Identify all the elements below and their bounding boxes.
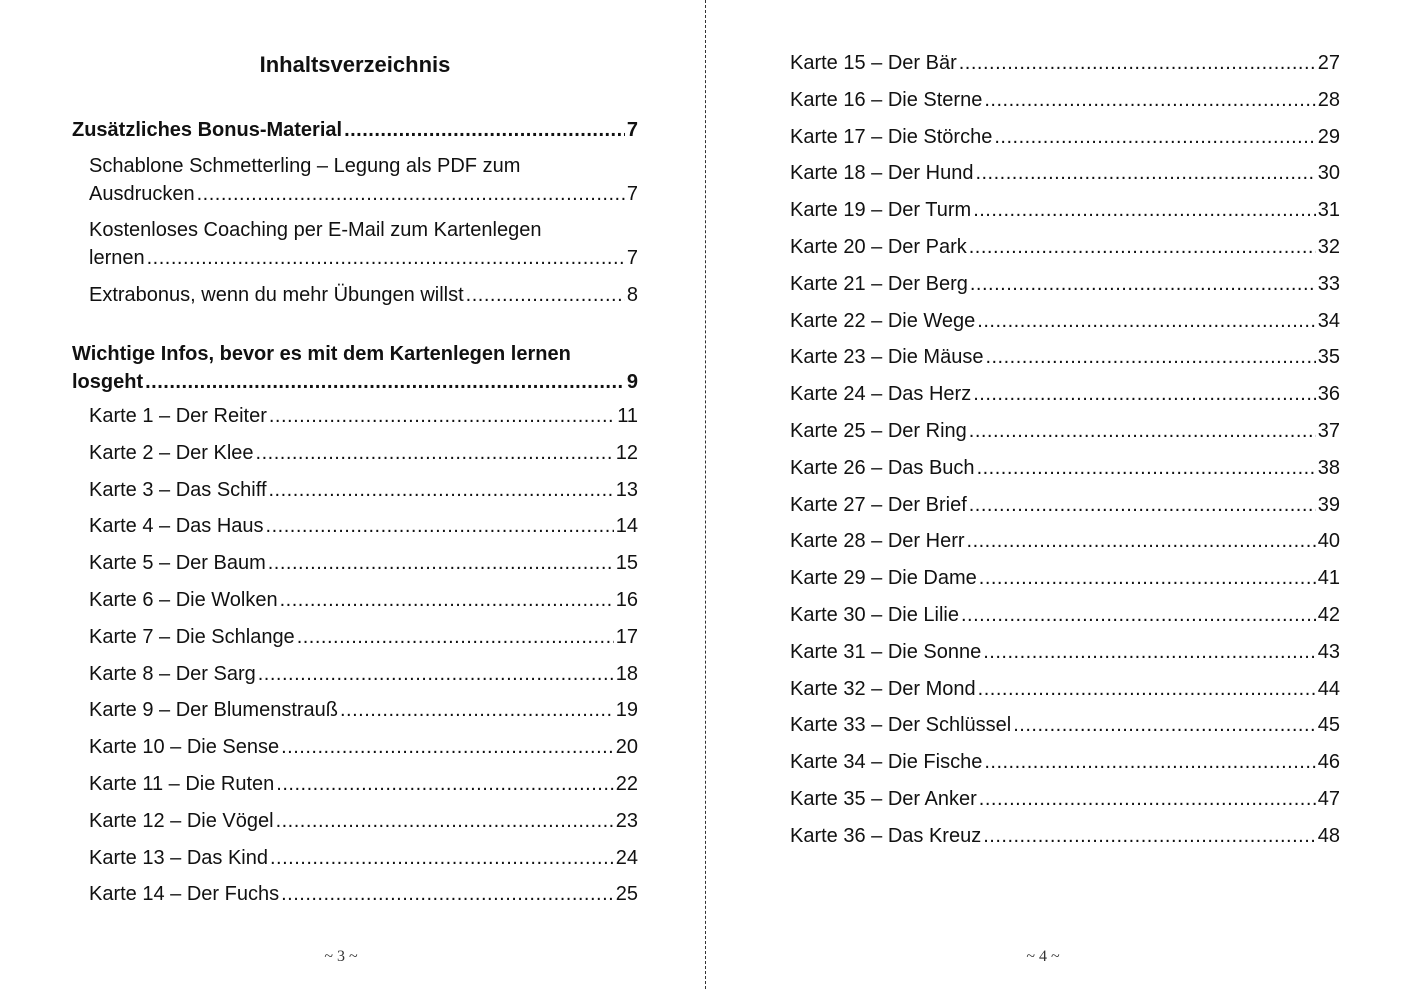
dot-leader bbox=[1013, 711, 1316, 739]
page-number: ~ 4 ~ bbox=[1026, 948, 1060, 965]
toc-page-number: 44 bbox=[1317, 677, 1340, 700]
toc-entry-card[interactable] bbox=[790, 196, 1340, 233]
toc-entry-label: Karte 34 – Die Fische bbox=[790, 751, 983, 774]
dot-leader bbox=[258, 660, 614, 688]
toc-entry-label: Karte 26 – Das Buch bbox=[790, 456, 975, 479]
toc-entry-label: Karte 3 – Das Schiff bbox=[89, 478, 267, 501]
toc-page-number: 16 bbox=[615, 588, 638, 611]
toc-page-number: 24 bbox=[615, 846, 638, 869]
toc-entry-label: Karte 22 – Die Wege bbox=[790, 309, 976, 332]
toc-page-number: 27 bbox=[1317, 52, 1340, 74]
dot-leader bbox=[145, 368, 625, 396]
right-page bbox=[707, 0, 1412, 989]
dot-leader bbox=[994, 123, 1315, 151]
dot-leader bbox=[979, 785, 1316, 813]
toc-entry-card[interactable] bbox=[790, 748, 1340, 785]
toc-entry-label: Karte 11 – Die Ruten bbox=[89, 772, 275, 795]
toc-entry-extrabonus[interactable] bbox=[72, 281, 638, 309]
toc-page-number: 31 bbox=[1317, 199, 1340, 222]
dot-leader bbox=[281, 880, 614, 908]
toc-entry-label: Karte 35 – Der Anker bbox=[790, 787, 977, 810]
toc-page-number: 37 bbox=[1317, 419, 1340, 442]
toc-page-number: 11 bbox=[617, 405, 638, 427]
toc-entry-label: Karte 5 – Der Baum bbox=[89, 552, 266, 575]
dot-leader bbox=[281, 733, 614, 761]
toc-entry-card[interactable] bbox=[790, 86, 1340, 123]
toc-page-number: 32 bbox=[1317, 235, 1340, 258]
toc-entry-label: Karte 17 – Die Störche bbox=[790, 125, 993, 148]
left-page bbox=[0, 0, 705, 989]
toc-page-number: 47 bbox=[1317, 787, 1340, 810]
toc-entry-card[interactable] bbox=[72, 733, 638, 770]
dot-leader bbox=[959, 49, 1316, 77]
toc-page-number: 20 bbox=[615, 736, 638, 759]
toc-entry-card[interactable] bbox=[72, 623, 638, 660]
dot-leader bbox=[979, 564, 1316, 592]
toc-left bbox=[72, 116, 638, 917]
dot-leader bbox=[969, 233, 1316, 261]
dot-leader bbox=[197, 180, 625, 208]
dot-leader bbox=[973, 380, 1316, 408]
toc-page-number: 40 bbox=[1317, 530, 1340, 553]
dot-leader bbox=[970, 270, 1316, 298]
toc-entry-label: Karte 19 – Der Turm bbox=[790, 199, 972, 222]
toc-page-number: 7 bbox=[626, 247, 638, 269]
dot-leader bbox=[975, 159, 1315, 187]
toc-entry-card[interactable] bbox=[790, 417, 1340, 454]
dot-leader bbox=[269, 476, 614, 504]
toc-entry-label: Karte 4 – Das Haus bbox=[89, 515, 264, 538]
toc-entry-card[interactable] bbox=[790, 491, 1340, 528]
toc-entry-card[interactable] bbox=[72, 844, 638, 881]
toc-entry-label: Karte 14 – Der Fuchs bbox=[89, 883, 280, 906]
dot-leader bbox=[297, 623, 614, 651]
toc-entry-label: Karte 10 – Die Sense bbox=[89, 736, 280, 759]
toc-entry-coaching[interactable] bbox=[72, 216, 638, 272]
toc-entry-card[interactable] bbox=[72, 512, 638, 549]
toc-entry-card[interactable] bbox=[790, 307, 1340, 344]
dot-leader bbox=[269, 402, 615, 430]
toc-entry-label: Karte 9 – Der Blumenstrauß bbox=[89, 699, 338, 722]
toc-entry-card[interactable] bbox=[790, 601, 1340, 638]
toc-page-number: 7 bbox=[626, 183, 638, 205]
dot-leader bbox=[984, 748, 1315, 776]
toc-entry-label-line1: Wichtige Infos, bevor es mit dem Kartenlegen lernen bbox=[72, 343, 571, 365]
toc-entry-card[interactable] bbox=[72, 439, 638, 476]
toc-entry-card[interactable] bbox=[790, 233, 1340, 270]
toc-entry-label: Karte 29 – Die Dame bbox=[790, 567, 977, 590]
toc-entry-card[interactable] bbox=[790, 785, 1340, 822]
toc-page-number: 9 bbox=[626, 371, 638, 393]
dot-leader bbox=[256, 439, 614, 467]
toc-page-number: 19 bbox=[615, 699, 638, 722]
toc-entry-label: Karte 16 – Die Sterne bbox=[790, 88, 983, 111]
toc-page-number: 15 bbox=[615, 552, 638, 575]
dot-leader bbox=[344, 116, 625, 144]
toc-page-number: 28 bbox=[1317, 88, 1340, 111]
toc-page-number: 8 bbox=[626, 284, 638, 306]
page-divider bbox=[705, 0, 706, 989]
toc-entry-card[interactable] bbox=[790, 638, 1340, 675]
toc-entry-label: Karte 7 – Die Schlange bbox=[89, 625, 295, 648]
toc-entry-card[interactable] bbox=[790, 527, 1340, 564]
dot-leader bbox=[973, 196, 1316, 224]
toc-page-number: 14 bbox=[615, 515, 638, 538]
toc-entry-label: Karte 21 – Der Berg bbox=[790, 272, 968, 295]
toc-page-number: 35 bbox=[1317, 346, 1340, 369]
toc-entry-card[interactable] bbox=[790, 343, 1340, 380]
dot-leader bbox=[270, 844, 614, 872]
dot-leader bbox=[466, 281, 625, 309]
toc-page-number: 39 bbox=[1317, 493, 1340, 516]
dot-leader bbox=[984, 86, 1315, 114]
dot-leader bbox=[340, 696, 614, 724]
toc-page-number: 36 bbox=[1317, 383, 1340, 406]
toc-page-number: 33 bbox=[1317, 272, 1340, 295]
toc-entry-label: Karte 6 – Die Wolken bbox=[89, 588, 278, 611]
toc-page-number: 30 bbox=[1317, 162, 1340, 185]
toc-entry-card[interactable] bbox=[72, 770, 638, 807]
dot-leader bbox=[280, 586, 614, 614]
dot-leader bbox=[969, 417, 1316, 445]
toc-right bbox=[790, 49, 1340, 859]
toc-entry-card[interactable] bbox=[790, 564, 1340, 601]
toc-page-number: 34 bbox=[1317, 309, 1340, 332]
toc-page-number: 23 bbox=[615, 809, 638, 832]
toc-entry-label: Karte 23 – Die Mäuse bbox=[790, 346, 984, 369]
toc-entry-label: Extrabonus, wenn du mehr Übungen willst bbox=[89, 284, 464, 306]
toc-entry-label: Karte 30 – Die Lilie bbox=[790, 603, 959, 626]
toc-page-number: 46 bbox=[1317, 751, 1340, 774]
dot-leader bbox=[276, 770, 613, 798]
toc-page-number: 17 bbox=[615, 625, 638, 648]
toc-entry-bonus-heading[interactable] bbox=[72, 116, 638, 146]
toc-page-number: 7 bbox=[626, 119, 638, 141]
toc-entry-card[interactable] bbox=[72, 476, 638, 513]
card-list-right bbox=[790, 49, 1340, 859]
toc-entry-label: Karte 2 – Der Klee bbox=[89, 441, 254, 464]
toc-entry-label-line2: Ausdrucken bbox=[89, 183, 195, 205]
toc-entry-card[interactable] bbox=[790, 159, 1340, 196]
toc-page-number: 25 bbox=[615, 883, 638, 906]
toc-entry-card[interactable] bbox=[790, 454, 1340, 491]
dot-leader bbox=[977, 454, 1316, 482]
toc-entry-label: Karte 27 – Der Brief bbox=[790, 493, 967, 516]
dot-leader bbox=[983, 822, 1316, 850]
toc-entry-card[interactable] bbox=[790, 49, 1340, 86]
toc-entry-schablone[interactable] bbox=[72, 152, 638, 208]
toc-entry-card[interactable] bbox=[72, 807, 638, 844]
toc-entry-card[interactable] bbox=[790, 270, 1340, 307]
dot-leader bbox=[978, 675, 1316, 703]
toc-entry-label: Karte 15 – Der Bär bbox=[790, 52, 957, 74]
page-number: ~ 3 ~ bbox=[324, 948, 358, 965]
toc-entry-card[interactable] bbox=[790, 123, 1340, 160]
dot-leader bbox=[147, 244, 625, 272]
toc-entry-card[interactable] bbox=[790, 380, 1340, 417]
toc-entry-label: Karte 36 – Das Kreuz bbox=[790, 824, 982, 847]
toc-page-number: 43 bbox=[1317, 640, 1340, 663]
toc-entry-label-line2: losgeht bbox=[72, 371, 144, 393]
toc-entry-infos-heading[interactable] bbox=[72, 340, 638, 396]
toc-entry-label: Karte 28 – Der Herr bbox=[790, 530, 965, 553]
toc-entry-card[interactable] bbox=[790, 711, 1340, 748]
toc-entry-label: Karte 31 – Die Sonne bbox=[790, 640, 982, 663]
toc-page-number: 29 bbox=[1317, 125, 1340, 148]
toc-page-number: 42 bbox=[1317, 603, 1340, 626]
toc-entry-card[interactable] bbox=[72, 696, 638, 733]
toc-entry-label-line1: Kostenloses Coaching per E-Mail zum Kartenlegen bbox=[89, 219, 542, 241]
dot-leader bbox=[276, 807, 614, 835]
toc-page-number: 13 bbox=[615, 478, 638, 501]
dot-leader bbox=[266, 512, 614, 540]
toc-page-number: 48 bbox=[1317, 824, 1340, 847]
toc-entry-label-line1: Schablone Schmetterling – Legung als PDF zum bbox=[89, 155, 521, 177]
page-title: Inhaltsverzeichnis bbox=[259, 52, 451, 77]
toc-entry-card[interactable] bbox=[790, 675, 1340, 712]
toc-page-number: 38 bbox=[1317, 456, 1340, 479]
toc-entry-label: Zusätzliches Bonus-Material bbox=[72, 119, 343, 141]
card-list-left bbox=[72, 402, 638, 917]
dot-leader bbox=[985, 343, 1315, 371]
dot-leader bbox=[977, 307, 1315, 335]
toc-page-number: 18 bbox=[615, 662, 638, 685]
toc-entry-label: Karte 18 – Der Hund bbox=[790, 162, 974, 185]
toc-page-number: 22 bbox=[615, 772, 638, 795]
toc-entry-label: Karte 13 – Das Kind bbox=[89, 846, 268, 869]
toc-page-number: 41 bbox=[1317, 567, 1340, 590]
toc-entry-card[interactable] bbox=[72, 549, 638, 586]
toc-entry-label-line2: lernen bbox=[89, 247, 145, 269]
toc-entry-label: Karte 33 – Der Schlüssel bbox=[790, 714, 1012, 737]
toc-entry-card[interactable] bbox=[790, 822, 1340, 859]
toc-entry-label: Karte 20 – Der Park bbox=[790, 235, 967, 258]
toc-entry-label: Karte 1 – Der Reiter bbox=[89, 405, 267, 427]
toc-page-number: 45 bbox=[1317, 714, 1340, 737]
dot-leader bbox=[969, 491, 1316, 519]
toc-entry-label: Karte 24 – Das Herz bbox=[790, 383, 972, 406]
dot-leader bbox=[961, 601, 1316, 629]
toc-entry-label: Karte 32 – Der Mond bbox=[790, 677, 976, 700]
toc-page-number: 12 bbox=[615, 441, 638, 464]
dot-leader bbox=[967, 527, 1316, 555]
toc-entry-label: Karte 25 – Der Ring bbox=[790, 419, 967, 442]
toc-entry-card[interactable] bbox=[72, 880, 638, 917]
dot-leader bbox=[983, 638, 1316, 666]
toc-entry-card[interactable] bbox=[72, 586, 638, 623]
toc-entry-card[interactable] bbox=[72, 402, 638, 439]
toc-entry-label: Karte 8 – Der Sarg bbox=[89, 662, 256, 685]
toc-entry-card[interactable] bbox=[72, 660, 638, 697]
dot-leader bbox=[268, 549, 614, 577]
toc-entry-label: Karte 12 – Die Vögel bbox=[89, 809, 274, 832]
